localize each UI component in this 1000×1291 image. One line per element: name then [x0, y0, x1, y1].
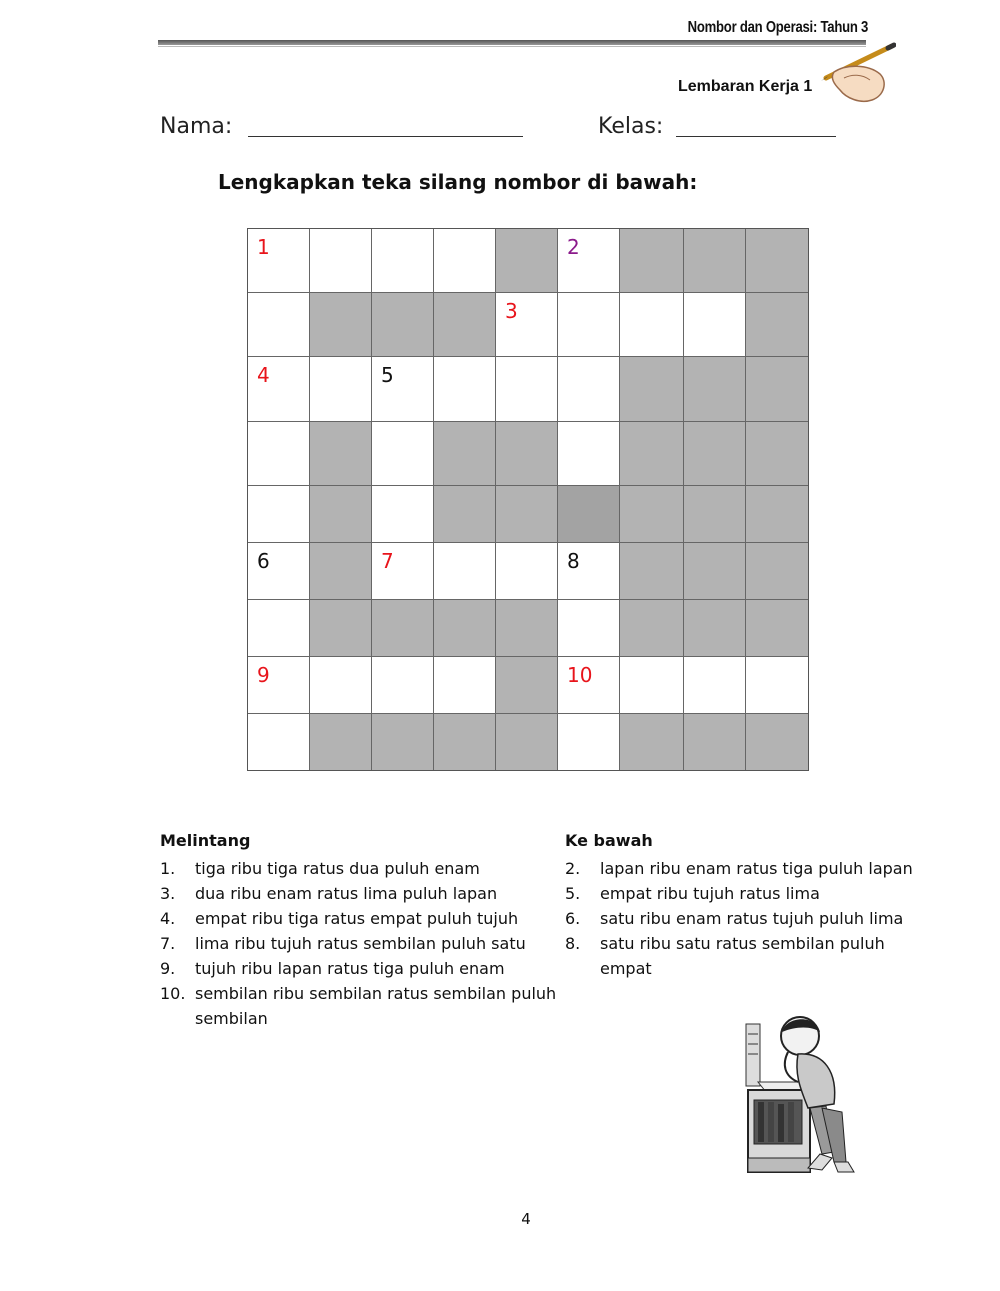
crossword-cell[interactable] [558, 229, 620, 293]
crossword-cell[interactable] [434, 357, 496, 422]
class-label: Kelas: [598, 114, 664, 139]
down-heading: Ke bawah [565, 831, 653, 850]
crossword-cell-blocked [496, 600, 558, 657]
clue-item-number: 7. [160, 934, 176, 953]
clue-item [565, 906, 925, 931]
crossword-cell[interactable] [248, 600, 310, 657]
crossword-cell[interactable] [248, 543, 310, 600]
crossword-cell-blocked [620, 229, 684, 293]
clue-item-text: satu ribu satu ratus sembilan puluh empat [600, 934, 885, 978]
crossword-cell-blocked [746, 422, 808, 486]
crossword-cell-blocked [746, 293, 808, 357]
pencil-hand-icon [816, 38, 896, 104]
across-clue-list [160, 856, 560, 1031]
crossword-cell-blocked [434, 422, 496, 486]
crossword-cell[interactable] [558, 657, 620, 714]
boy-reading-illustration [738, 1012, 858, 1177]
clue-number-label: 3 [505, 299, 518, 323]
name-label: Nama: [160, 114, 233, 139]
crossword-cell[interactable] [558, 293, 620, 357]
crossword-cell[interactable] [372, 357, 434, 422]
header-rule [158, 40, 866, 45]
crossword-cell-blocked [434, 600, 496, 657]
crossword-cell-blocked [434, 714, 496, 770]
crossword-cell-blocked [746, 486, 808, 543]
crossword-cell[interactable] [310, 229, 372, 293]
clue-number-label: 4 [257, 363, 270, 387]
crossword-cell-blocked [746, 543, 808, 600]
clue-item-text: empat ribu tujuh ratus lima [600, 884, 820, 903]
clue-number-label: 6 [257, 549, 270, 573]
crossword-cell[interactable] [496, 357, 558, 422]
crossword-cell[interactable] [496, 293, 558, 357]
crossword-cell-blocked [496, 714, 558, 770]
clue-item [160, 881, 560, 906]
crossword-cell-blocked [496, 657, 558, 714]
crossword-cell-blocked [684, 486, 746, 543]
clue-item-number: 3. [160, 884, 176, 903]
clue-item-number: 2. [565, 859, 581, 878]
clue-number-label: 7 [381, 549, 394, 573]
crossword-cell-blocked [434, 486, 496, 543]
crossword-cell[interactable] [248, 657, 310, 714]
clue-item-number: 6. [565, 909, 581, 928]
crossword-cell-blocked [684, 600, 746, 657]
crossword-cell-blocked [310, 543, 372, 600]
clue-number-label: 8 [567, 549, 580, 573]
crossword-cell[interactable] [558, 422, 620, 486]
crossword-cell[interactable] [620, 657, 684, 714]
crossword-cell[interactable] [372, 229, 434, 293]
down-clue-list [565, 856, 925, 981]
clue-item-text: empat ribu tiga ratus empat puluh tujuh [195, 909, 519, 928]
across-heading: Melintang [160, 831, 251, 850]
crossword-cell-blocked [620, 714, 684, 770]
clue-item [160, 906, 560, 931]
crossword-cell-blocked [684, 543, 746, 600]
crossword-cell[interactable] [558, 357, 620, 422]
crossword-cell[interactable] [248, 229, 310, 293]
worksheet-label: Lembaran Kerja 1 [678, 78, 813, 95]
header-title: Nombor dan Operasi: Tahun 3 [687, 19, 868, 36]
crossword-cell-blocked [310, 293, 372, 357]
crossword-cell[interactable] [684, 657, 746, 714]
crossword-cell[interactable] [746, 657, 808, 714]
class-field[interactable] [676, 136, 836, 137]
crossword-cell-blocked [310, 422, 372, 486]
crossword-cell-blocked [620, 543, 684, 600]
crossword-cell-blocked [310, 600, 372, 657]
instruction-heading: Lengkapkan teka silang nombor di bawah: [218, 170, 698, 194]
crossword-cell[interactable] [248, 357, 310, 422]
clue-item-number: 5. [565, 884, 581, 903]
crossword-cell-blocked [684, 357, 746, 422]
crossword-cell-blocked [496, 422, 558, 486]
crossword-cell-blocked [372, 714, 434, 770]
crossword-cell[interactable] [310, 357, 372, 422]
clue-number-label: 2 [567, 235, 580, 259]
clue-item [160, 956, 560, 981]
crossword-cell[interactable] [434, 657, 496, 714]
clue-item-number: 1. [160, 859, 176, 878]
clue-number-label: 5 [381, 363, 394, 387]
crossword-cell-blocked [684, 714, 746, 770]
crossword-cell[interactable] [434, 229, 496, 293]
clue-item [160, 856, 560, 881]
clue-item-text: sembilan ribu sembilan ratus sembilan puluh sembilan [195, 984, 557, 1028]
crossword-cell[interactable] [372, 422, 434, 486]
crossword-cell-blocked [372, 293, 434, 357]
crossword-cell-blocked [620, 486, 684, 543]
crossword-cell[interactable] [310, 657, 372, 714]
crossword-cell[interactable] [372, 486, 434, 543]
crossword-cell-blocked [372, 600, 434, 657]
crossword-cell-blocked [620, 600, 684, 657]
crossword-cell[interactable] [248, 486, 310, 543]
crossword-cell[interactable] [684, 293, 746, 357]
crossword-cell-blocked [620, 357, 684, 422]
clue-item-text: dua ribu enam ratus lima puluh lapan [195, 884, 498, 903]
clue-item-number: 10. [160, 984, 186, 1003]
page-number: 4 [521, 1210, 531, 1228]
crossword-cell-blocked [496, 229, 558, 293]
clue-item-text: tujuh ribu lapan ratus tiga puluh enam [195, 959, 505, 978]
clue-item-text: lapan ribu enam ratus tiga puluh lapan [600, 859, 913, 878]
name-field[interactable] [248, 136, 523, 137]
crossword-cell[interactable] [558, 600, 620, 657]
crossword-cell[interactable] [248, 422, 310, 486]
crossword-cell-blocked [746, 714, 808, 770]
crossword-cell-blocked [684, 229, 746, 293]
crossword-cell[interactable] [558, 543, 620, 600]
crossword-cell[interactable] [558, 714, 620, 770]
crossword-cell-blocked [434, 293, 496, 357]
clue-item-number: 4. [160, 909, 176, 928]
crossword-cell[interactable] [248, 714, 310, 770]
clue-number-label: 1 [257, 235, 270, 259]
clue-item-number: 8. [565, 934, 581, 953]
crossword-cell[interactable] [372, 657, 434, 714]
clue-number-label: 10 [567, 663, 593, 687]
clue-item-text: satu ribu enam ratus tujuh puluh lima [600, 909, 904, 928]
crossword-cell[interactable] [372, 543, 434, 600]
crossword-cell-blocked [310, 486, 372, 543]
crossword-cell-blocked [310, 714, 372, 770]
clue-item [160, 981, 560, 1031]
clue-item [565, 931, 925, 981]
crossword-cell[interactable] [620, 293, 684, 357]
crossword-cell[interactable] [496, 543, 558, 600]
crossword-grid [247, 228, 809, 771]
crossword-cell-blocked [620, 422, 684, 486]
crossword-cell-blocked [558, 486, 620, 543]
clue-item [565, 856, 925, 881]
clue-number-label: 9 [257, 663, 270, 687]
crossword-cell-blocked [746, 229, 808, 293]
crossword-cell-blocked [496, 486, 558, 543]
clue-item-text: lima ribu tujuh ratus sembilan puluh satu [195, 934, 526, 953]
clue-item-text: tiga ribu tiga ratus dua puluh enam [195, 859, 480, 878]
crossword-cell[interactable] [434, 543, 496, 600]
crossword-cell-blocked [684, 422, 746, 486]
header-rule-shadow [158, 46, 866, 47]
clue-item [565, 881, 925, 906]
crossword-cell-blocked [746, 600, 808, 657]
clue-item-number: 9. [160, 959, 176, 978]
crossword-cell-blocked [746, 357, 808, 422]
crossword-cell[interactable] [248, 293, 310, 357]
clue-item [160, 931, 560, 956]
